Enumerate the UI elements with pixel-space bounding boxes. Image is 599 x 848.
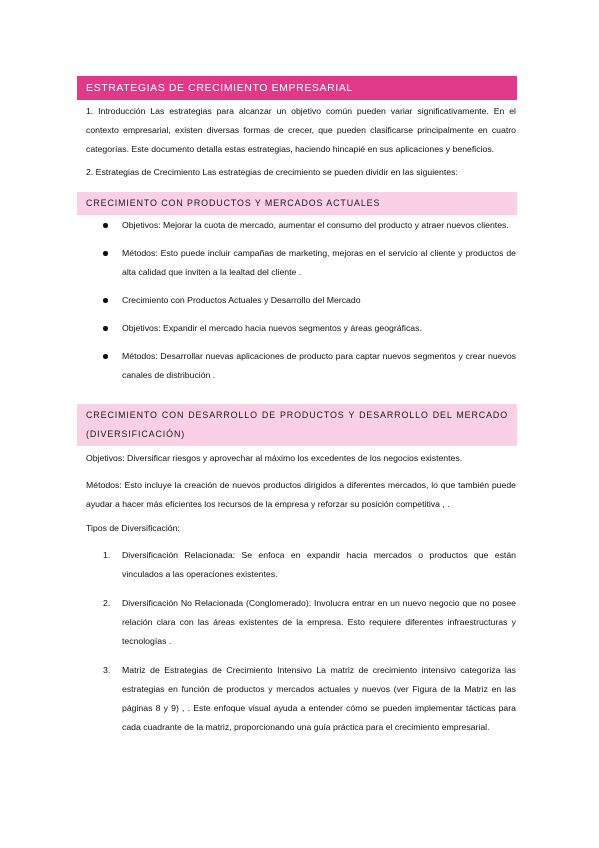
list-item: 2. Diversificación No Relacionada (Conglomerado): Involucra entrar en un nuevo negocio que no posee relación clara con las áreas existentes de la empresa. Esto requiere diferentes infraestructuras y tecnologías .	[103, 598, 516, 646]
diversification-types-label: Tipos de Diversificación:	[86, 523, 180, 533]
list-item: Objetivos: Mejorar la cuota de mercado, aumentar el consumo del producto y atraer nuevos clientes.	[86, 216, 516, 235]
diversification-methods: Métodos: Esto incluye la creación de nuevos productos dirigidos a diferentes mercados, lo que también puede ayudar a hacer más eficientes los recursos de la empresa y reforzar su posición competitiva , .	[86, 480, 516, 509]
list-item: 3. Matriz de Estrategias de Crecimiento Intensivo La matriz de crecimiento intensivo categoriza las estrategias en función de productos y mercados actuales y nuevos (ver Figura de la Matriz en las páginas 8 y 9) , . Este enfoque visual ayuda a entender cómo se pueden implementar tácticas para cada cuadrante de la matriz, proporcionando una guía práctica para el crecimiento empresarial.	[103, 665, 516, 732]
list-item: 1. Diversificación Relacionada: Se enfoca en expandir hacia mercados o productos que están vinculados a las operaciones existentes.	[103, 550, 516, 579]
bullet-icon	[103, 326, 108, 331]
section-heading-current-products: CRECIMIENTO CON PRODUCTOS Y MERCADOS ACTUALES	[77, 192, 517, 215]
document-title: ESTRATEGIAS DE CRECIMIENTO EMPRESARIAL	[77, 76, 517, 100]
current-products-list	[86, 216, 516, 385]
list-item: Métodos: Esto puede incluir campañas de marketing, mejoras en el servicio al cliente y productos de alta calidad que inviten a la lealtad del cliente .	[86, 244, 516, 282]
diversification-types-list	[86, 546, 516, 737]
strategies-intro: 2. Estrategias de Crecimiento Las estrategias de crecimiento se pueden dividir en las siguientes:	[86, 167, 458, 177]
list-item: Métodos: Desarrollar nuevas aplicaciones de producto para captar nuevos segmentos y crear nuevos canales de distribución .	[86, 347, 516, 385]
intro-paragraph: 1. Introducción Las estrategias para alcanzar un objetivo común pueden variar significativamente. En el contexto empresarial, existen diversas formas de crecer, que pueden clasificarse principalmente en cuatro categorías. Este documento detalla estas estrategias, haciendo hincapié en sus aplicaciones y beneficios.	[86, 106, 516, 154]
section-heading-diversification: CRECIMIENTO CON DESARROLLO DE PRODUCTOS Y DESARROLLO DEL MERCADO (DIVERSIFICACIÓN)	[77, 404, 517, 446]
bullet-icon	[103, 251, 108, 256]
diversification-objectives: Objetivos: Diversificar riesgos y aprovechar al máximo los excedentes de los negocios existentes.	[86, 453, 463, 463]
bullet-icon	[103, 354, 108, 359]
list-item: Crecimiento con Productos Actuales y Desarrollo del Mercado	[86, 291, 516, 310]
list-item: Objetivos: Expandir el mercado hacia nuevos segmentos y áreas geográficas.	[86, 319, 516, 338]
bullet-icon	[103, 223, 108, 228]
bullet-icon	[103, 298, 108, 303]
